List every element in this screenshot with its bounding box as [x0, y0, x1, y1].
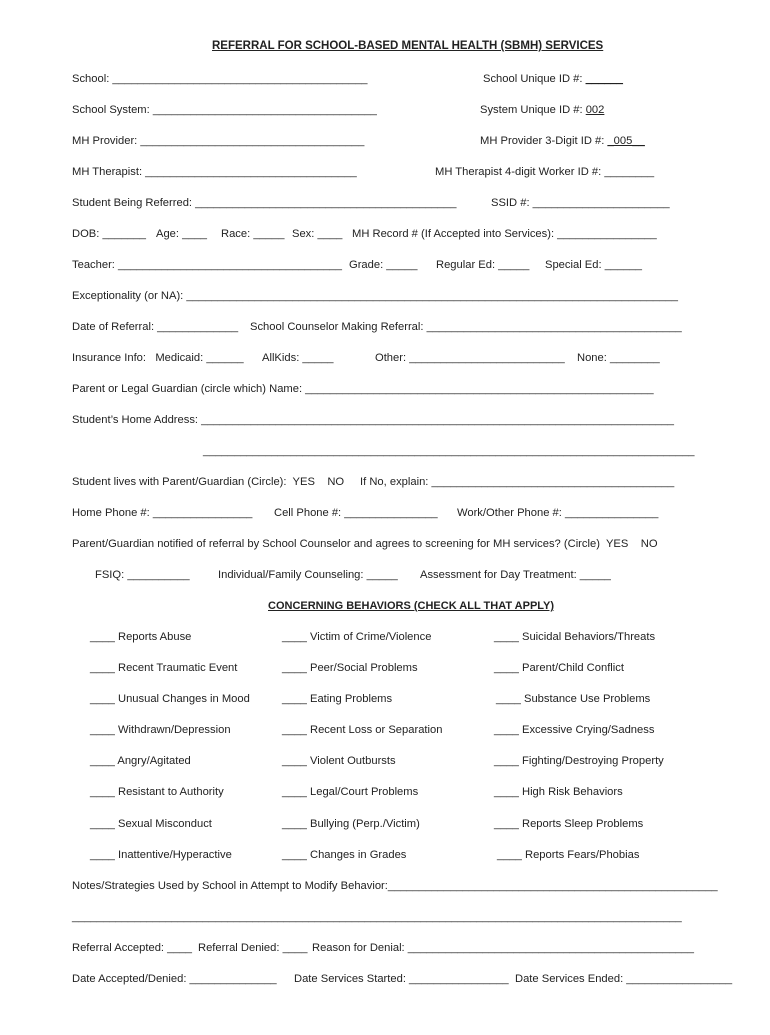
behavior-item[interactable]: ____ Fighting/Destroying Property — [494, 755, 664, 767]
lives-with-field[interactable]: Student lives with Parent/Guardian (Circle): YES NO — [72, 476, 345, 488]
behavior-item[interactable]: ____ Eating Problems — [282, 693, 393, 705]
behavior-item[interactable]: ____ Changes in Grades — [282, 849, 407, 861]
behavior-item[interactable]: ____ Legal/Court Problems — [282, 786, 419, 798]
teacher-field[interactable]: Teacher: ____________________________________ — [72, 259, 343, 271]
counseling-field[interactable]: Individual/Family Counseling: _____ — [218, 569, 398, 581]
ssid-field[interactable]: SSID #: ______________________ — [491, 197, 670, 209]
behavior-item[interactable]: ____ Reports Sleep Problems — [494, 818, 644, 830]
date-ended-field[interactable]: Date Services Ended: _________________ — [515, 973, 733, 985]
mh-therapist-field[interactable]: MH Therapist: __________________________________ — [72, 166, 357, 178]
behavior-item[interactable]: ____ Peer/Social Problems — [282, 662, 418, 674]
behavior-item[interactable]: ____ Sexual Misconduct — [90, 818, 212, 830]
behavior-item[interactable]: ____ Reports Fears/Phobias — [497, 849, 640, 861]
race-field[interactable]: Race: _____ — [221, 228, 285, 240]
home-address-field[interactable]: Student’s Home Address: ____________________________________________________________________________ — [72, 414, 675, 426]
school-id-label: School Unique ID #: ______ — [483, 73, 623, 85]
dob-field[interactable]: DOB: _______ — [72, 228, 147, 240]
behavior-item[interactable]: ____ Withdrawn/Depression — [90, 724, 231, 736]
school-counselor-field[interactable]: School Counselor Making Referral: _________________________________________ — [250, 321, 682, 333]
worker-id-field[interactable]: MH Therapist 4-digit Worker ID #: ________ — [435, 166, 655, 178]
date-started-field[interactable]: Date Services Started: ________________ — [294, 973, 509, 985]
allkids-field[interactable]: AllKids: _____ — [262, 352, 334, 364]
form-title: REFERRAL FOR SCHOOL-BASED MENTAL HEALTH (SBMH) SERVICES — [212, 40, 604, 52]
behavior-item[interactable]: ____ High Risk Behaviors — [494, 786, 623, 798]
behavior-item[interactable]: ____ Unusual Changes in Mood — [90, 693, 250, 705]
denial-reason-field[interactable]: Reason for Denial: ______________________________________________ — [312, 942, 694, 954]
referral-denied-field[interactable]: Referral Denied: ____ — [198, 942, 308, 954]
exceptionality-field[interactable]: Exceptionality (or NA): _______________________________________________________________________________ — [72, 290, 678, 302]
mh-provider-field[interactable]: MH Provider: ____________________________________ — [72, 135, 365, 147]
behaviors-heading: CONCERNING BEHAVIORS (CHECK ALL THAT APPLY) — [268, 600, 555, 612]
fsiq-field[interactable]: FSIQ: __________ — [95, 569, 190, 581]
work-phone-field[interactable]: Work/Other Phone #: _______________ — [457, 507, 659, 519]
notes-line2[interactable]: __________________________________________________________________________________________________ — [72, 911, 682, 923]
date-referral-field[interactable]: Date of Referral: _____________ — [72, 321, 239, 333]
system-id-label: System Unique ID #: 002 — [480, 104, 605, 116]
age-field[interactable]: Age: ____ — [156, 228, 208, 240]
school-system-field[interactable]: School System: ____________________________________ — [72, 104, 377, 116]
behavior-item[interactable]: ____ Reports Abuse — [90, 631, 192, 643]
behavior-item[interactable]: ____ Resistant to Authority — [90, 786, 224, 798]
behavior-item[interactable]: ____ Recent Traumatic Event — [90, 662, 238, 674]
behavior-item[interactable]: ____ Victim of Crime/Violence — [282, 631, 432, 643]
notes-field[interactable]: Notes/Strategies Used by School in Attempt to Modify Behavior:_____________________________________________________ — [72, 880, 718, 892]
behavior-item[interactable]: ____ Excessive Crying/Sadness — [494, 724, 655, 736]
regular-ed-field[interactable]: Regular Ed: _____ — [436, 259, 530, 271]
student-referred-field[interactable]: Student Being Referred: __________________________________________ — [72, 197, 457, 209]
school-id-value[interactable]: ______ — [585, 73, 623, 85]
referral-accepted-field[interactable]: Referral Accepted: ____ — [72, 942, 193, 954]
cell-phone-field[interactable]: Cell Phone #: _______________ — [274, 507, 438, 519]
mh-record-field[interactable]: MH Record # (If Accepted into Services): ________________ — [352, 228, 657, 240]
home-address-line2[interactable]: _______________________________________________________________________________ — [203, 445, 695, 457]
school-field[interactable]: School: _________________________________________ — [72, 73, 368, 85]
behavior-item[interactable]: ____ Substance Use Problems — [496, 693, 651, 705]
special-ed-field[interactable]: Special Ed: ______ — [545, 259, 643, 271]
assessment-field[interactable]: Assessment for Day Treatment: _____ — [420, 569, 611, 581]
sex-field[interactable]: Sex: ____ — [292, 228, 343, 240]
behavior-item[interactable]: ____ Suicidal Behaviors/Threats — [494, 631, 656, 643]
behavior-item[interactable]: ____ Violent Outbursts — [282, 755, 396, 767]
behavior-item[interactable]: ____ Angry/Agitated — [90, 755, 191, 767]
guardian-notified-field[interactable]: Parent/Guardian notified of referral by School Counselor and agrees to screening for MH services? (Circle) YES NO — [72, 538, 658, 550]
guardian-name-field[interactable]: Parent or Legal Guardian (circle which) Name: ________________________________________________________ — [72, 383, 654, 395]
system-id-value[interactable]: 002 — [585, 104, 605, 116]
home-phone-field[interactable]: Home Phone #: ________________ — [72, 507, 253, 519]
none-insurance-field[interactable]: None: ________ — [577, 352, 660, 364]
behavior-item[interactable]: ____ Parent/Child Conflict — [494, 662, 624, 674]
behavior-item[interactable]: ____ Recent Loss or Separation — [282, 724, 443, 736]
date-accepted-field[interactable]: Date Accepted/Denied: ______________ — [72, 973, 277, 985]
provider-id-label: MH Provider 3-Digit ID #: _005__ — [480, 135, 645, 147]
other-insurance-field[interactable]: Other: _________________________ — [375, 352, 565, 364]
behavior-item[interactable]: ____ Bullying (Perp./Victim) — [282, 818, 420, 830]
behavior-item[interactable]: ____ Inattentive/Hyperactive — [90, 849, 232, 861]
provider-id-value[interactable]: _005__ — [607, 135, 645, 147]
insurance-medicaid-field[interactable]: Insurance Info: Medicaid: ______ — [72, 352, 244, 364]
grade-field[interactable]: Grade: _____ — [349, 259, 418, 271]
explain-field[interactable]: If No, explain: _______________________________________ — [360, 476, 675, 488]
